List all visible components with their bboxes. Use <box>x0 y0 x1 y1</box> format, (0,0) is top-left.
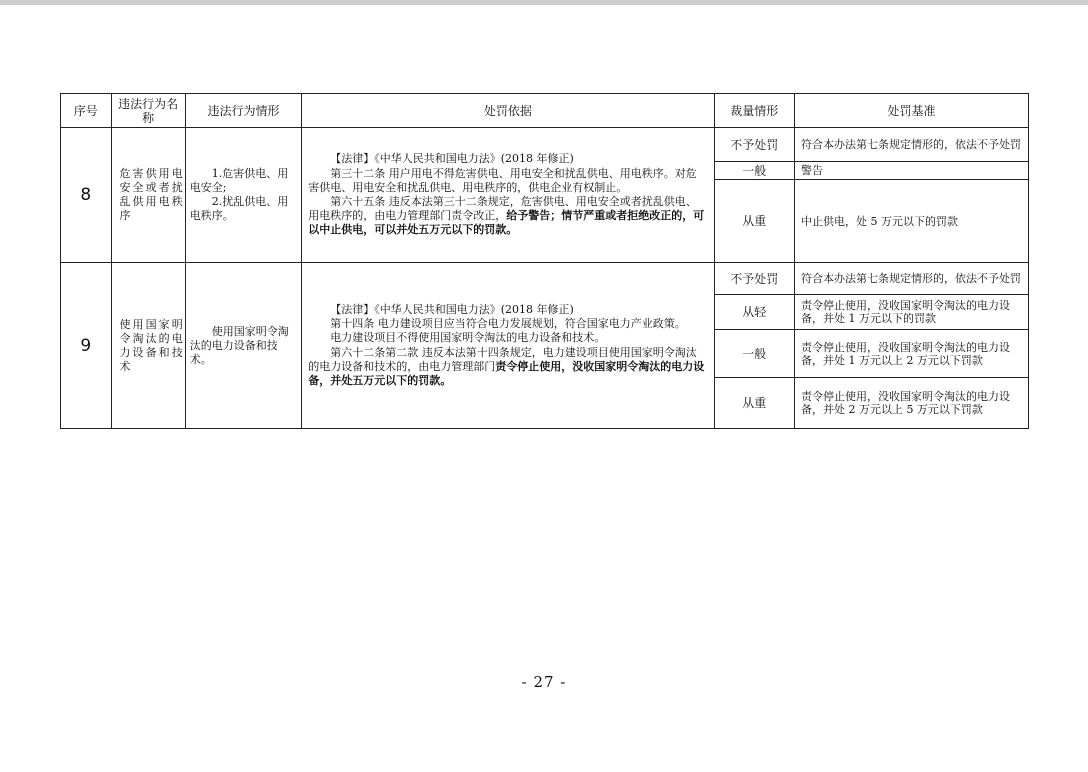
violation-name: 危害供用电安全或者扰乱供用电秩序 <box>111 128 185 263</box>
situation-item: 2.扰乱供电、用电秩序。 <box>189 195 289 222</box>
table-header-row <box>61 94 1029 128</box>
penalty-standard-table <box>60 93 1029 429</box>
violation-name: 使用国家明令淘汰的电力设备和技术 <box>111 263 185 429</box>
discretion-level: 不予处罚 <box>714 128 794 162</box>
law-article-text: 第六十五条 违反本法第三十二条规定，危害供电、用电安全或者扰乱供电、用电秩序的，由电力管理部门责令改正， <box>308 195 697 223</box>
page-number: - 27 - <box>521 673 567 691</box>
row-number: 8 <box>61 128 112 263</box>
discretion-level: 不予处罚 <box>714 263 794 295</box>
penalty-basis <box>302 128 714 263</box>
header-violation-name: 违法行为名称 <box>111 94 185 128</box>
penalty-standard: 责令停止使用，没收国家明令淘汰的电力设备，并处 2 万元以上 5 万元以下罚款 <box>794 378 1028 429</box>
law-reference: 【法律】《中华人民共和国电力法》(2018 年修正) <box>330 302 574 316</box>
violation-situation <box>185 263 301 429</box>
law-article-text: 第六十二条第二款 违反本法第十四条规定，电力建设项目使用国家明令淘汰的电力设备和技术的，由电力管理部门 <box>308 345 697 373</box>
situation-item: 1.危害供电、用电安全; <box>189 167 289 194</box>
header-discretion-level: 裁量情形 <box>714 94 794 128</box>
header-no: 序号 <box>61 94 112 128</box>
discretion-level: 从重 <box>714 180 794 263</box>
penalty-standard: 符合本办法第七条规定情形的，依法不予处罚 <box>794 263 1028 295</box>
violation-situation <box>185 128 301 263</box>
penalty-standard: 责令停止使用，没收国家明令淘汰的电力设备，并处 1 万元以上 2 万元以下罚款 <box>794 330 1028 378</box>
penalty-standard: 责令停止使用，没收国家明令淘汰的电力设备，并处 1 万元以下的罚款 <box>794 295 1028 330</box>
header-violation-situation: 违法行为情形 <box>185 94 301 128</box>
law-article <box>308 195 707 238</box>
penalty-standard: 警告 <box>794 162 1028 180</box>
header-penalty-standard: 处罚基准 <box>794 94 1028 128</box>
situation-item: 使用国家明令淘汰的电力设备和技术。 <box>189 324 289 366</box>
law-article-bold-text: 给予警告；情节严重或者拒绝改正的，可以中止供电，可以并处五万元以下的罚款。 <box>308 209 705 237</box>
row-number: 9 <box>61 263 112 429</box>
penalty-basis <box>302 263 714 429</box>
table-row <box>61 128 1029 162</box>
table-row <box>61 263 1029 295</box>
law-reference: 【法律】《中华人民共和国电力法》(2018 年修正) <box>330 152 574 166</box>
discretion-level: 从重 <box>714 378 794 429</box>
discretion-level: 一般 <box>714 162 794 180</box>
law-article <box>308 346 707 389</box>
law-article: 第十四条 电力建设项目应当符合电力发展规划，符合国家电力产业政策。 <box>330 317 686 331</box>
discretion-level: 一般 <box>714 330 794 378</box>
discretion-level: 从轻 <box>714 295 794 330</box>
law-article: 电力建设项目不得使用国家明令淘汰的电力设备和技术。 <box>330 331 606 345</box>
header-penalty-basis: 处罚依据 <box>302 94 714 128</box>
penalty-standard: 符合本办法第七条规定情形的，依法不予处罚 <box>794 128 1028 162</box>
law-article-bold-text: 责令停止使用，没收国家明令淘汰的电力设备，并处五万元以下的罚款。 <box>308 359 705 387</box>
top-border-bar <box>0 0 1088 5</box>
law-article: 第三十二条 用户用电不得危害供电、用电安全和扰乱供电、用电秩序。对危害供电、用电安全和扰乱供电、用电秩序的，供电企业有权制止。 <box>308 166 697 194</box>
penalty-standard: 中止供电，处 5 万元以下的罚款 <box>794 180 1028 263</box>
